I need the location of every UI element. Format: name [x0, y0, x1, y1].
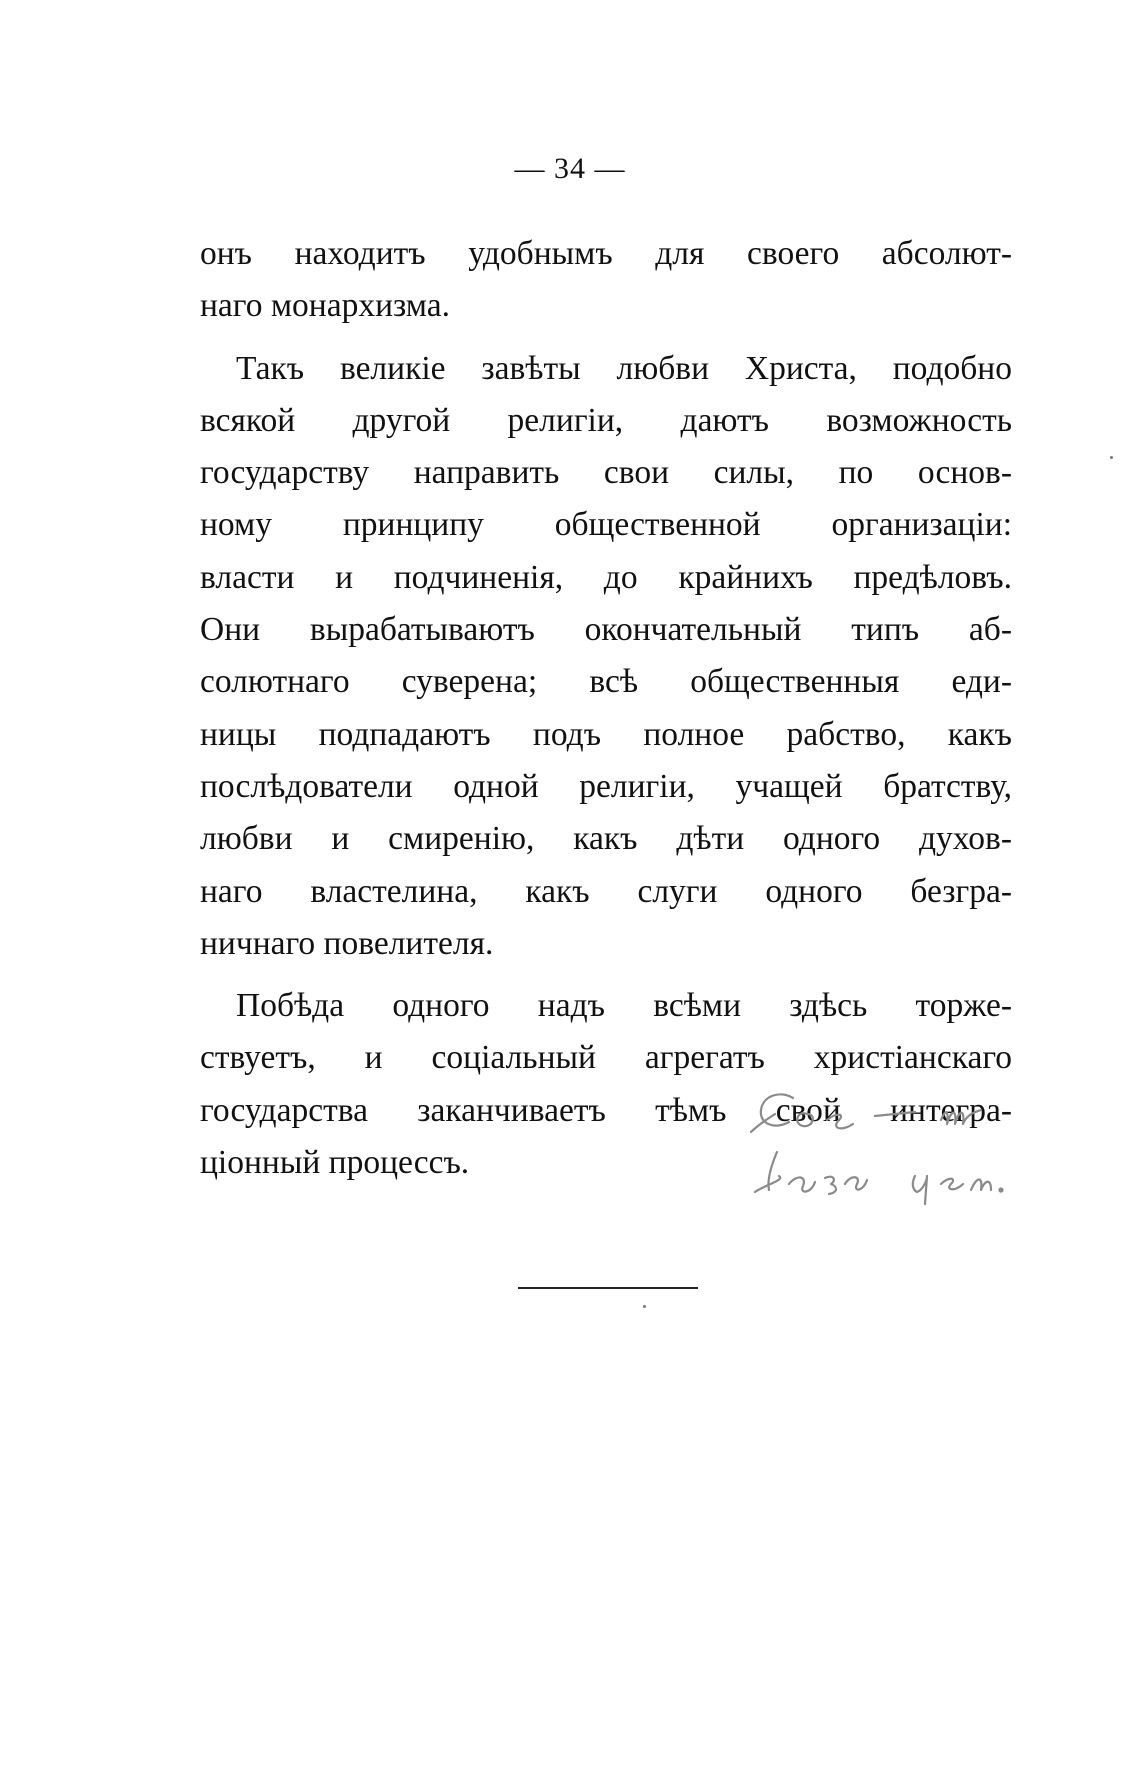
text-line: любви и смиренію, какъ дѣти одного духов-	[200, 820, 1012, 858]
end-rule	[518, 1287, 698, 1289]
text-line: ницы подпадаютъ подъ полное рабство, какъ	[200, 715, 1012, 753]
text-line: ціонный процессъ.	[200, 1144, 470, 1182]
text-line: ничнаго повелителя.	[200, 924, 494, 962]
text-line: Такъ великіе завѣты любви Христа, подобно	[236, 349, 1012, 387]
text-line: онъ находитъ удобнымъ для своего абсолют-	[200, 235, 1012, 272]
page-number: — 34 —	[514, 152, 626, 185]
text-line: власти и подчиненія, до крайнихъ предѣловъ.	[200, 558, 1012, 596]
handwritten-annotation	[745, 1080, 1105, 1220]
text-line: ному принципу общественной организаціи:	[200, 506, 1012, 544]
paragraph	[200, 343, 1012, 971]
text-line: ствуетъ, и соціальный агрегатъ христіанскаго	[200, 1039, 1012, 1077]
paper-speck	[1110, 456, 1113, 459]
body-text	[200, 228, 1012, 1189]
text-line: солютнаго суверена; всѣ общественныя еди-	[200, 663, 1012, 701]
text-line: всякой другой религіи, даютъ возможность	[200, 401, 1012, 439]
text-line: послѣдователи одной религіи, учащей братству,	[200, 767, 1012, 805]
text-line: Побѣда одного надъ всѣми здѣсь торже-	[236, 987, 1012, 1025]
text-line: Они вырабатываютъ окончательный типъ аб-	[200, 611, 1012, 649]
text-line: государству направить свои силы, по основ-	[200, 454, 1012, 492]
paragraph	[200, 228, 1012, 333]
paper-speck	[643, 1305, 646, 1308]
text-line: наго монархизма.	[200, 287, 450, 325]
text-line: наго властелина, какъ слуги одного безгра-	[200, 872, 1012, 910]
text-line: государства заканчиваетъ тѣмъ свой интегра-	[200, 1091, 1012, 1129]
